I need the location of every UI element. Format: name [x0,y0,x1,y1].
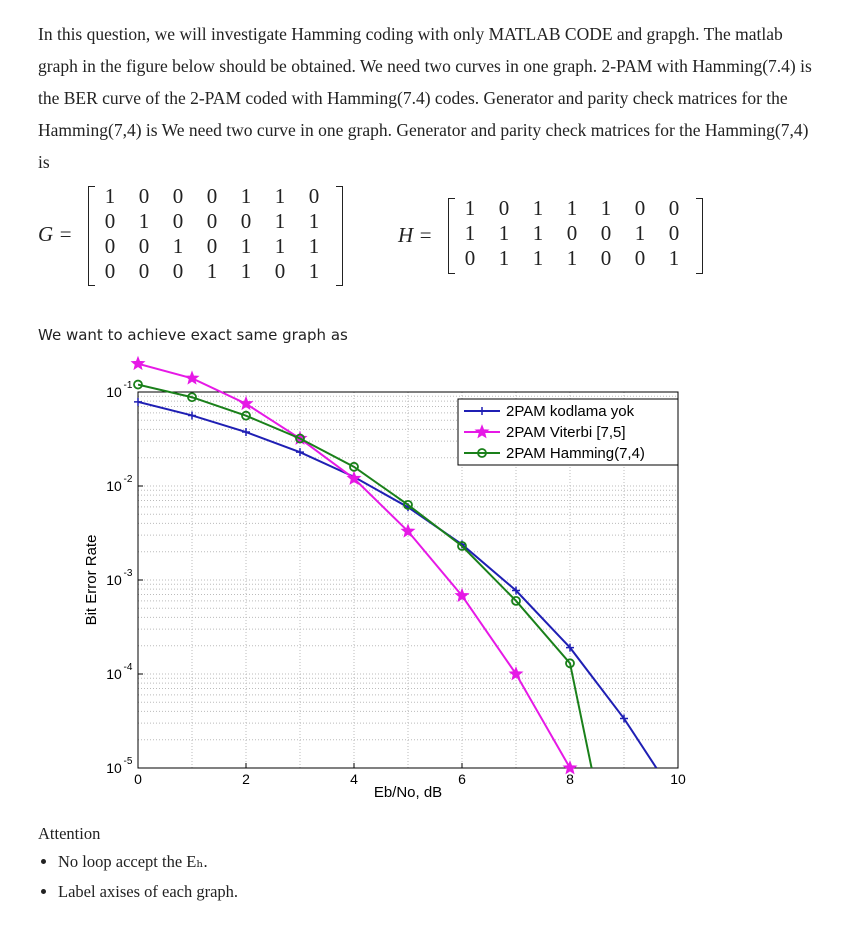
y-tick-exponent: -3 [123,568,133,579]
matrix-cell: 0 [600,246,612,270]
generator-matrix-label: G = [38,222,73,246]
matrix-cell: 0 [668,221,680,245]
matrix-cell: 1 [104,184,116,208]
matrix-cell: 0 [634,196,646,220]
x-tick-label: 10 [670,771,686,787]
data-point [296,448,304,456]
matrix-cell: 1 [566,246,578,270]
matrix-cell: 1 [532,196,544,220]
matrix-cell: 1 [668,246,680,270]
matrix-cell: 0 [600,221,612,245]
matrix-cell: 0 [668,196,680,220]
data-point [132,357,144,369]
matrix-cell: 0 [498,196,510,220]
legend-label: 2PAM kodlama yok [506,403,635,420]
matrix-cell: 0 [104,259,116,283]
legend [458,399,678,465]
matrix-cell: 0 [206,184,218,208]
matrix-cell: 1 [600,196,612,220]
attention-item: • Label axises of each graph. [58,877,658,907]
matrix-cell: 1 [634,221,646,245]
matrix-cell: 0 [634,246,646,270]
x-tick-label: 4 [350,771,358,787]
matrix-cell: 1 [274,184,286,208]
matrix-cell: 1 [566,196,578,220]
matrix-cell: 1 [206,259,218,283]
matrix-cell: 1 [240,184,252,208]
data-point [134,398,142,406]
y-tick-label: 10 [106,478,122,494]
matrix-cell: 0 [206,209,218,233]
matrix-cell: 0 [172,259,184,283]
matrix-cell: 1 [308,209,320,233]
x-tick-label: 2 [242,771,250,787]
matrix-cell: 1 [172,234,184,258]
matrix-cell: 0 [206,234,218,258]
matrix-cell: 1 [532,246,544,270]
attention-list [40,847,658,907]
x-tick-label: 0 [134,771,142,787]
attention-title: Attention [38,824,101,843]
matrix-cell: 1 [498,221,510,245]
matrix-cell: 1 [274,234,286,258]
matrix-cell: 1 [274,209,286,233]
question-paragraph: In this question, we will investigate Hamming coding with only MATLAB CODE and grapgh. The matlab graph in the figure below should be obtained. We need two curves in one graph. 2-PAM with Hamming(7.4) is the BER curve of the 2-PAM coded with Hamming(7.4) codes. Generator and parity check matrices for the Hamming(7,4) is We need two curve in one graph. Generator and parity check matrices for the Hamming(7,4) is [38,24,812,172]
matrix-cell: 0 [104,209,116,233]
matrix-cell: 1 [532,221,544,245]
matrix-cell: 0 [240,209,252,233]
y-tick-label: 10 [106,666,122,682]
y-tick-exponent: -1 [123,380,133,391]
y-tick-label: 10 [106,572,122,588]
matrix-cell: 1 [138,209,150,233]
legend-label: 2PAM Viterbi [7,5] [506,424,626,441]
legend-label: 2PAM Hamming(7,4) [506,445,645,462]
matrix-cell: 0 [138,234,150,258]
x-tick-label: 8 [566,771,574,787]
parity-check-matrix-label: H = [398,223,433,247]
y-tick-exponent: -5 [123,756,133,767]
matrix-cell: 1 [464,196,476,220]
matrix-cell: 0 [172,209,184,233]
matrix-cell: 0 [566,221,578,245]
y-tick-exponent: -4 [123,662,133,673]
intro-text: We want to achieve exact same graph as [38,326,348,344]
matrix-cell: 1 [240,234,252,258]
matrix-cell: 0 [138,259,150,283]
matrix-cell: 0 [172,184,184,208]
matrix-cell: 1 [240,259,252,283]
matrix-cell: 0 [464,246,476,270]
data-point [186,372,198,384]
x-axis-label: Eb/No, dB [373,784,443,801]
y-tick-label: 10 [106,760,122,776]
y-axis-label: Bit Error Rate [83,534,100,626]
matrix-cell: 0 [138,184,150,208]
matrix-cell: 0 [308,184,320,208]
matrix-cell: 0 [274,259,286,283]
attention-item: • No loop accept the Eₕ. [58,847,658,877]
matrix-cell: 1 [498,246,510,270]
x-tick-label: 6 [458,771,466,787]
matrix-cell: 1 [464,221,476,245]
matrix-cell: 1 [308,259,320,283]
matrix-cell: 1 [308,234,320,258]
y-tick-exponent: -2 [123,474,133,485]
matrix-cell: 0 [104,234,116,258]
y-tick-label: 10 [106,384,122,400]
